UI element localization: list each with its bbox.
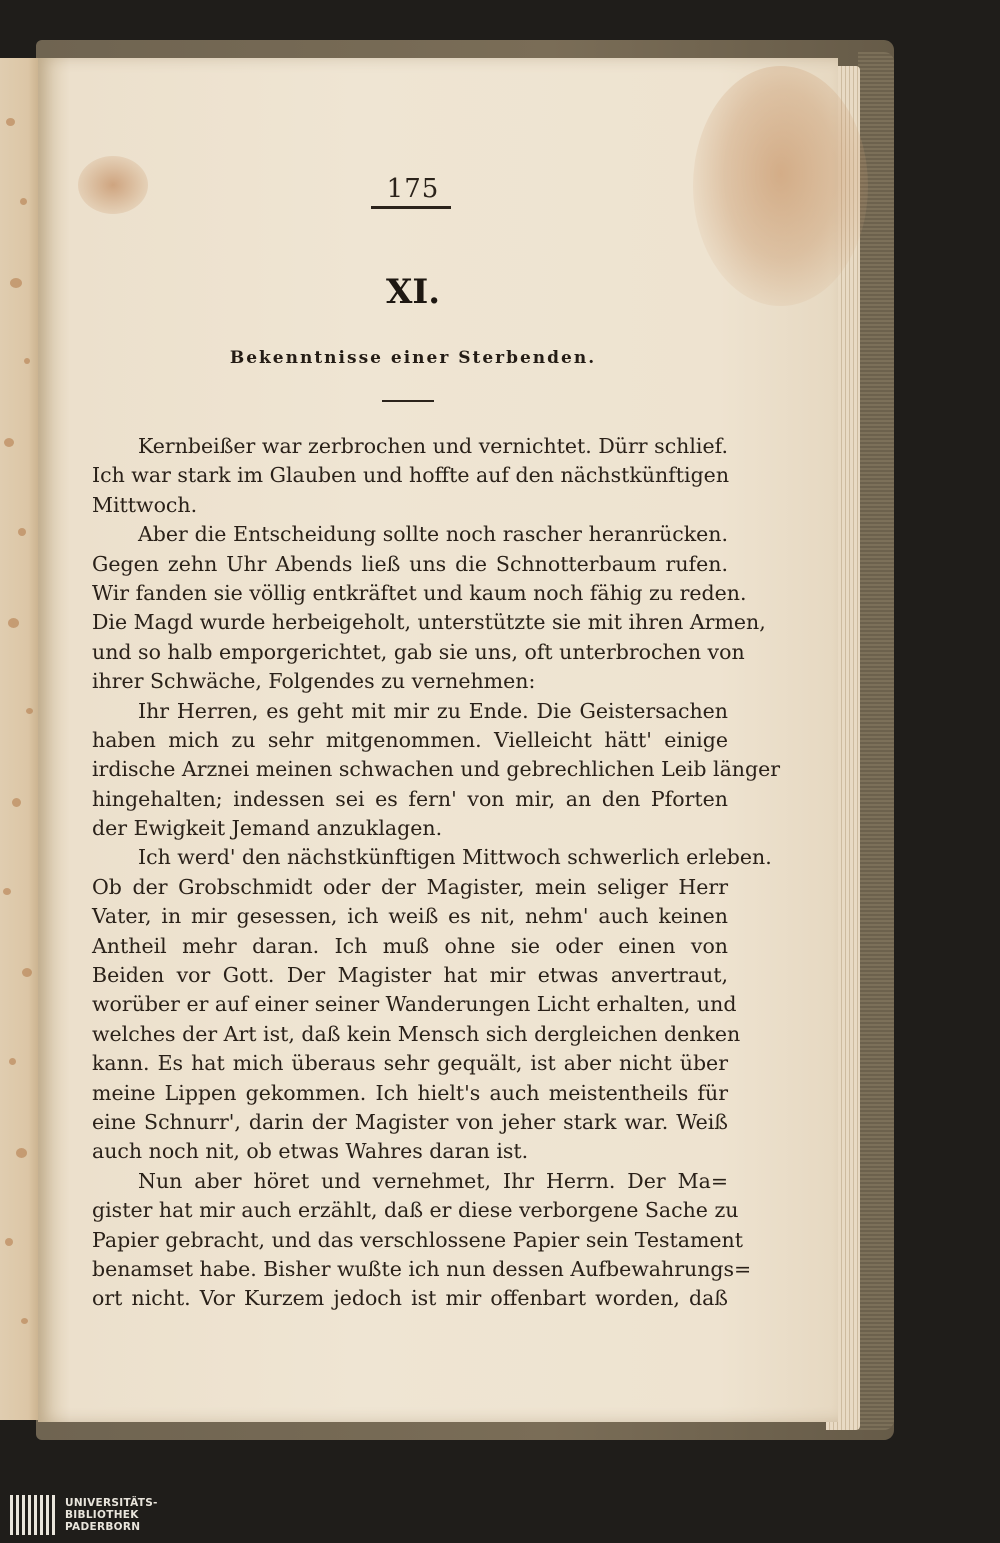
text-line: welches der Art ist, daß kein Mensch sich dergleichen denken [92,1021,741,1046]
text-line: Mittwoch. [92,492,198,517]
text-line: Die Magd wurde herbeigeholt, unterstützte sie mit ihren Armen, [92,610,766,635]
text-line: Ob der Grobschmidt oder der Magister, mein seliger Herr [92,874,728,899]
text-line: eine Schnurr', darin der Magister von jeher stark war. Weiß [92,1109,728,1134]
text-line: und so halb emporgerichtet, gab sie uns, oft unterbrochen von [92,639,745,664]
text-line: Aber die Entscheidung sollte noch rascher heranrücken. [138,522,728,547]
text-line: Wir fanden sie völlig entkräftet und kaum noch fähig zu reden. [92,580,747,605]
text-line: Beiden vor Gott. Der Magister hat mir etwas anvertraut, [92,963,728,988]
text-line: Vater, in mir gesessen, ich weiß es nit, nehm' auch keinen [92,904,728,929]
text-line: ihrer Schwäche, Folgendes zu vernehmen: [92,669,536,694]
logo-line: UNIVERSITÄTS- [65,1497,158,1509]
page-number-rule [371,206,451,209]
text-line: Antheil mehr daran. Ich muß ohne sie oder einen von [92,933,728,958]
library-logo-text [65,1497,158,1533]
book-page [38,58,838,1422]
text-line: kann. Es hat mich überaus sehr gequält, ist aber nicht über [92,1051,728,1076]
foxing-stain [78,156,148,214]
library-logo-icon [10,1495,55,1535]
chapter-heading: XI. [385,272,441,312]
chapter-subtitle: Bekenntnisse einer Sterbenden. [229,348,597,368]
logo-line: BIBLIOTHEK [65,1509,139,1521]
left-facing-page [0,58,40,1420]
text-line: ort nicht. Vor Kurzem jedoch ist mir offenbart worden, daß [92,1286,728,1311]
logo-line: PADERBORN [65,1521,141,1533]
text-line: worüber er auf einer seiner Wanderungen Licht erhalten, und [92,992,737,1017]
text-line: haben mich zu sehr mitgenommen. Vielleicht hätt' einige [92,727,728,752]
text-line: irdische Arznei meinen schwachen und gebrechlichen Leib länger [92,757,781,782]
text-line: Ich war stark im Glauben und hoffte auf den nächstkünftigen [92,463,730,488]
text-line: Nun aber höret und vernehmet, Ihr Herrn. Der Ma= [138,1168,728,1193]
text-line: Ihr Herren, es geht mit mir zu Ende. Die Geistersachen [138,698,728,723]
body-text [92,432,781,1314]
page-number: 175 [386,174,440,204]
text-line: Ich werd' den nächstkünftigen Mittwoch schwerlich erleben. [138,845,772,870]
library-logo [10,1494,158,1536]
text-line: Kernbeißer war zerbrochen und vernichtet. Dürr schlief. [138,434,728,458]
text-line: Gegen zehn Uhr Abends ließ uns die Schnotterbaum rufen. [92,551,728,576]
text-line: benamset habe. Bisher wußte ich nun dessen Aufbewahrungs= [92,1256,752,1281]
title-rule [382,400,434,402]
text-line: der Ewigkeit Jemand anzuklagen. [92,816,443,841]
text-line: gister hat mir auch erzählt, daß er diese verborgene Sache zu [92,1198,739,1223]
text-line: Papier gebracht, und das verschlossene Papier sein Testament [92,1227,743,1252]
book-spine-edge [858,52,894,1430]
text-line: hingehalten; indessen sei es fern' von mir, an den Pforten [92,786,728,811]
text-line: meine Lippen gekommen. Ich hielt's auch meistentheils für [92,1080,728,1105]
text-line: auch noch nit, ob etwas Wahres daran ist. [92,1139,529,1164]
